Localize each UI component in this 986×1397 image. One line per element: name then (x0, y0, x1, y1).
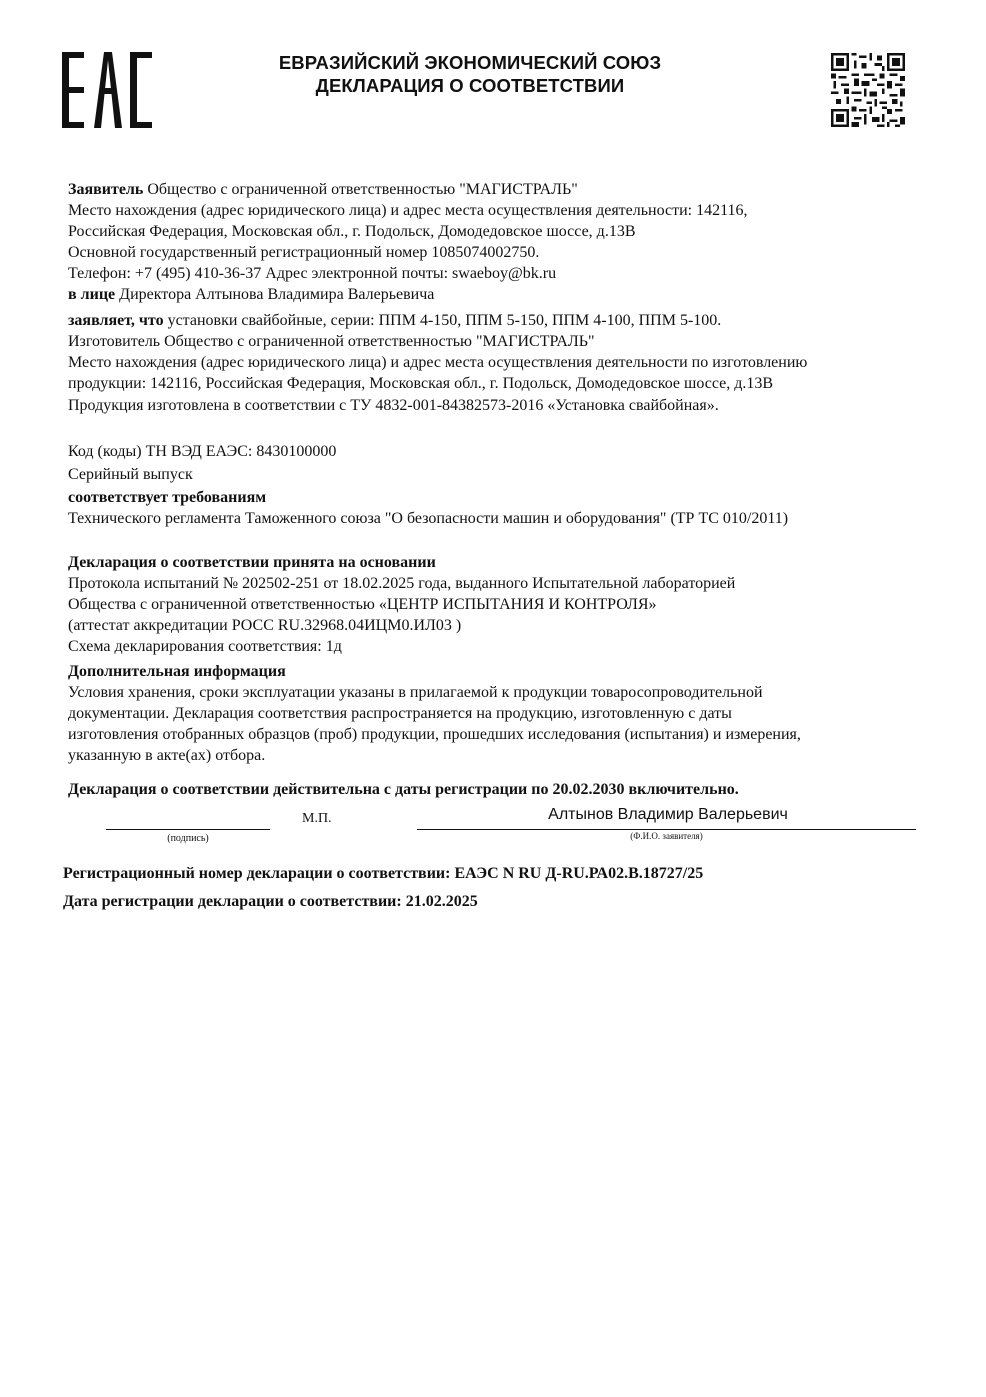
basis-line2: Общества с ограниченной ответственностью «ЦЕНТР ИСПЫТАНИЯ И КОНТРОЛЯ» (68, 596, 657, 613)
applicant-label: Заявитель (68, 181, 144, 198)
basis-line3: (аттестат аккредитации РОСС RU.32968.04ИЦМ0.ИЛ03 ) (68, 617, 462, 634)
additional-line2: документации. Декларация соответствия распространяется на продукцию, изготовленную с даты (68, 705, 732, 722)
declares-label: заявляет, что (68, 312, 164, 329)
compliance-label: соответствует требованиям (68, 489, 267, 506)
tn-ved-code: Код (коды) ТН ВЭД ЕАЭС: 8430100000 (68, 443, 337, 460)
applicant-line (68, 180, 578, 200)
basis-label: Декларация о соответствии принята на основании (68, 554, 436, 571)
release-type: Серийный выпуск (68, 466, 193, 483)
qr-code-icon (831, 53, 905, 127)
validity: Декларация о соответствии действительна с даты регистрации по 20.02.2030 включительно. (68, 781, 739, 798)
applicant-address-line2: Российская Федерация, Московская обл., г. Подольск, Домодедовское шоссе, д.13В (68, 223, 636, 240)
registration-number: Регистрационный номер декларации о соответствии: ЕАЭС N RU Д-RU.РА02.В.18727/25 (63, 865, 704, 882)
signature-line (106, 829, 270, 830)
basis-line1: Протокола испытаний № 202502-251 от 18.02.2025 года, выданного Испытательной лабораторией (68, 575, 736, 592)
applicant-contacts: Телефон: +7 (495) 410-36-37 Адрес электронной почты: swaeboy@bk.ru (68, 265, 557, 282)
additional-label: Дополнительная информация (68, 663, 286, 680)
manufacturer-address-line2: продукции: 142116, Российская Федерация, Московская обл., г. Подольск, Домодедовское шоссе, д.13В (68, 375, 774, 392)
eac-logo (60, 50, 156, 130)
additional-line4: указанную в акте(ах) отбора. (68, 747, 266, 764)
regulation: Технического регламента Таможенного союза "О безопасности машин и оборудования" (ТР ТС 010/2011) (68, 510, 789, 527)
declaration-scheme: Схема декларирования соответствия: 1д (68, 638, 342, 655)
signature-caption: (подпись) (167, 833, 209, 844)
seal-label: М.П. (302, 811, 332, 826)
manufacturer-address-line1: Место нахождения (адрес юридического лица) и адрес места осуществления деятельности по изготовлению (68, 354, 808, 371)
registration-date: Дата регистрации декларации о соответствии: 21.02.2025 (63, 893, 478, 910)
header-title-line1: ЕВРАЗИЙСКИЙ ЭКОНОМИЧЕСКИЙ СОЮЗ (278, 52, 662, 73)
applicant-person: Директора Алтынова Владимира Валерьевича (119, 286, 435, 303)
applicant-name: Общество с ограниченной ответственностью "МАГИСТРАЛЬ" (147, 181, 578, 198)
applicant-person-line (68, 285, 434, 305)
applicant-ogrn: Основной государственный регистрационный номер 1085074002750. (68, 244, 540, 261)
name-caption: (Ф.И.О. заявителя) (630, 831, 703, 841)
product-spec: Продукция изготовлена в соответствии с ТУ 4832-001-84382573-2016 «Установка свайбойная». (68, 397, 719, 414)
additional-line3: изготовления отобранных образцов (проб) продукции, прошедших исследования (испытания) и измерения, (68, 726, 801, 743)
person-label: в лице (68, 286, 116, 303)
name-line (417, 829, 916, 830)
declares-product: установки свайбойные, серии: ППМ 4-150, ППМ 5-150, ППМ 4-100, ППМ 5-100. (167, 312, 722, 329)
manufacturer: Изготовитель Общество с ограниченной ответственностью "МАГИСТРАЛЬ" (68, 333, 595, 350)
additional-line1: Условия хранения, сроки эксплуатации указаны в прилагаемой к продукции товаросопроводительной (68, 684, 763, 701)
declares-line (68, 311, 721, 331)
header-title-line2: ДЕКЛАРАЦИЯ О СООТВЕТСТВИИ (315, 75, 625, 96)
signer-name: Алтынов Владимир Валерьевич (548, 806, 788, 823)
applicant-address-line1: Место нахождения (адрес юридического лица) и адрес места осуществления деятельности: 142116, (68, 202, 748, 219)
